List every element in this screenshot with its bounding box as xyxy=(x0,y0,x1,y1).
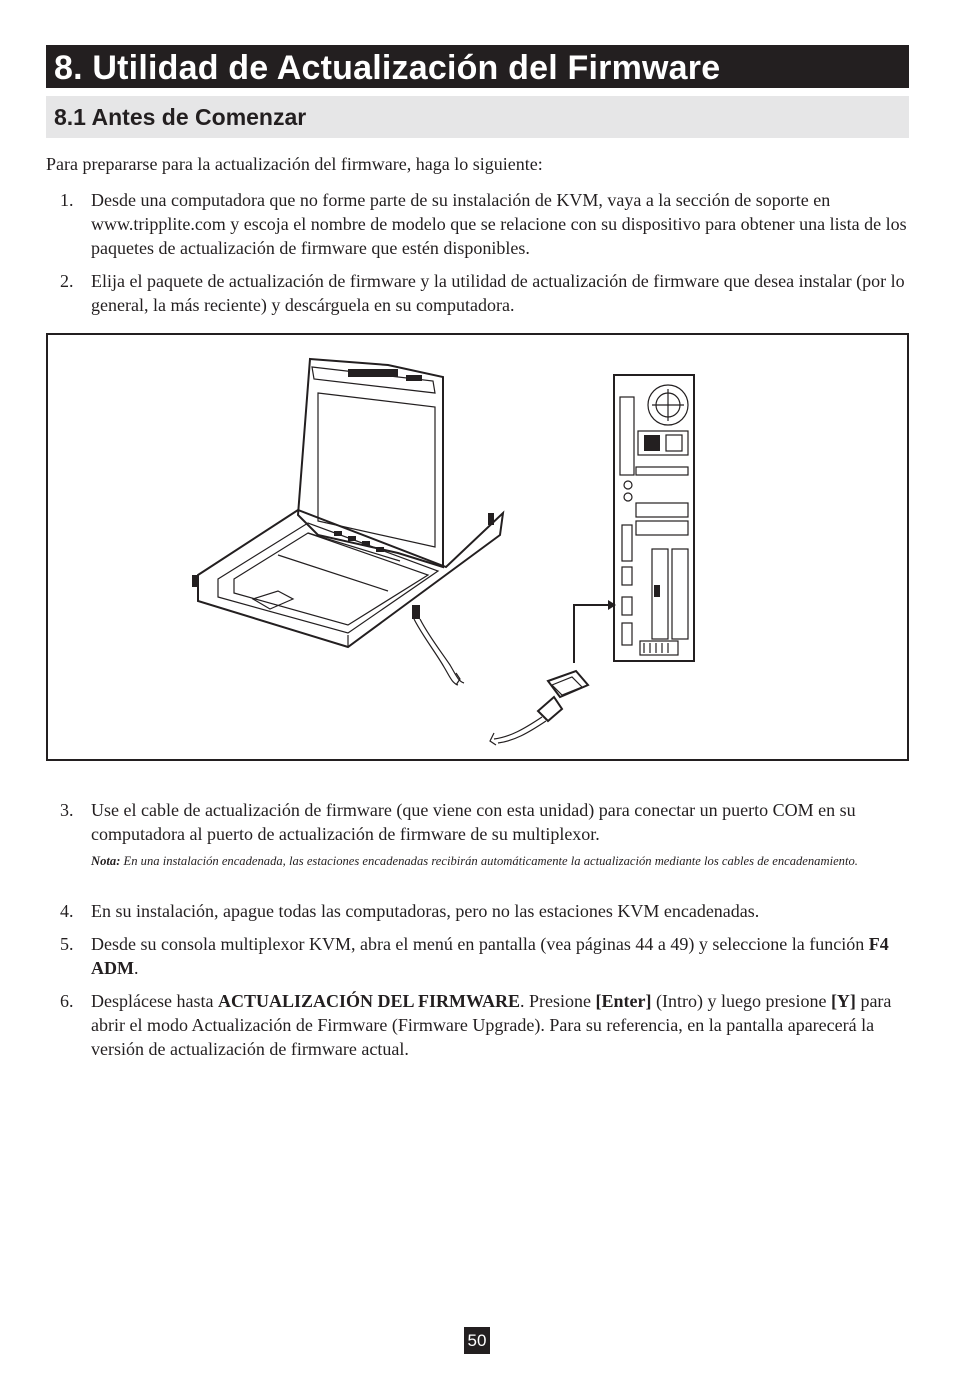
step-item xyxy=(46,188,910,260)
step-text: En su instalación, apague todas las computadoras, pero no las estaciones KVM encadenadas. xyxy=(91,901,760,921)
step-text-part: Desplácese hasta xyxy=(91,991,218,1011)
console-cable-drawing xyxy=(412,605,464,685)
note-body: En una instalación encadenada, las estaciones encadenadas recibirán automáticamente la actualización mediante los cables de encadenamiento. xyxy=(120,854,858,868)
step-text: Use el cable de actualización de firmware (que viene con esta unidad) para conectar un puerto COM en su computadora al puerto de actualización de firmware de su multiplexor. xyxy=(91,800,856,844)
note-text xyxy=(91,853,903,870)
step-text-part: para abrir el modo Actualización de Firmware (Firmware Upgrade). Para su referencia, en la pantalla aparecerá la versión de actualización de firmware actual. xyxy=(91,991,892,1059)
step-number: 2. xyxy=(60,271,74,291)
step-text-bold: [Y] xyxy=(830,991,856,1011)
step-item xyxy=(46,989,910,1061)
step-text-bold: [Enter] xyxy=(595,991,652,1011)
step-text-part: (Intro) y luego presione xyxy=(651,991,831,1011)
step-text-bold: F4 ADM xyxy=(91,934,889,978)
step-number: 3. xyxy=(60,800,74,820)
subsection-title: 8.1 Antes de Comenzar xyxy=(54,104,307,130)
kvm-console-drawing xyxy=(192,359,503,647)
kvm-connection-illustration xyxy=(46,333,909,761)
step-text xyxy=(91,989,910,1061)
step-number: 1. xyxy=(60,190,74,210)
section-title-bar xyxy=(46,45,909,88)
db9-connector-drawing xyxy=(490,671,588,745)
step-text: Elija el paquete de actualización de firmware y la utilidad de actualización de firmware que desea instalar (por lo general, la más reciente) y descárguela en su computadora. xyxy=(91,271,905,315)
step-text: Desde una computadora que no forme parte de su instalación de KVM, vaya a la sección de soporte en www.tripplite.com y escoja el nombre de modelo que se relacione con su dispositivo para obtener una lista de los paquetes de actualización de firmware que estén disponibles. xyxy=(91,190,907,258)
step-item xyxy=(46,899,910,923)
step-text-bold: ACTUALIZACIÓN DEL FIRMWARE xyxy=(217,991,520,1011)
page-number: 50 xyxy=(464,1327,490,1354)
note-label: Nota: xyxy=(91,854,121,868)
step-number: 5. xyxy=(60,934,74,954)
step-text-part: . xyxy=(134,958,139,978)
kvm-diagram-svg xyxy=(48,335,907,759)
step-number: 6. xyxy=(60,991,74,1011)
step-item xyxy=(46,798,910,846)
page-title: 8. Utilidad de Actualización del Firmware xyxy=(54,49,721,87)
step-text-part: Desde su consola multiplexor KVM, abra el menú en pantalla (vea páginas 44 a 49) y seleccione la función xyxy=(91,934,869,954)
step-item xyxy=(46,269,910,317)
step-item xyxy=(46,932,910,980)
step-number: 4. xyxy=(60,901,74,921)
step-text xyxy=(91,932,910,980)
subsection-title-bar xyxy=(46,96,909,138)
intro-text: Para prepararse para la actualización del firmware, haga lo siguiente: xyxy=(46,154,543,174)
step-text-part: . Presione xyxy=(520,991,596,1011)
computer-tower-drawing xyxy=(614,375,694,661)
connection-arrow-drawing xyxy=(574,600,616,663)
